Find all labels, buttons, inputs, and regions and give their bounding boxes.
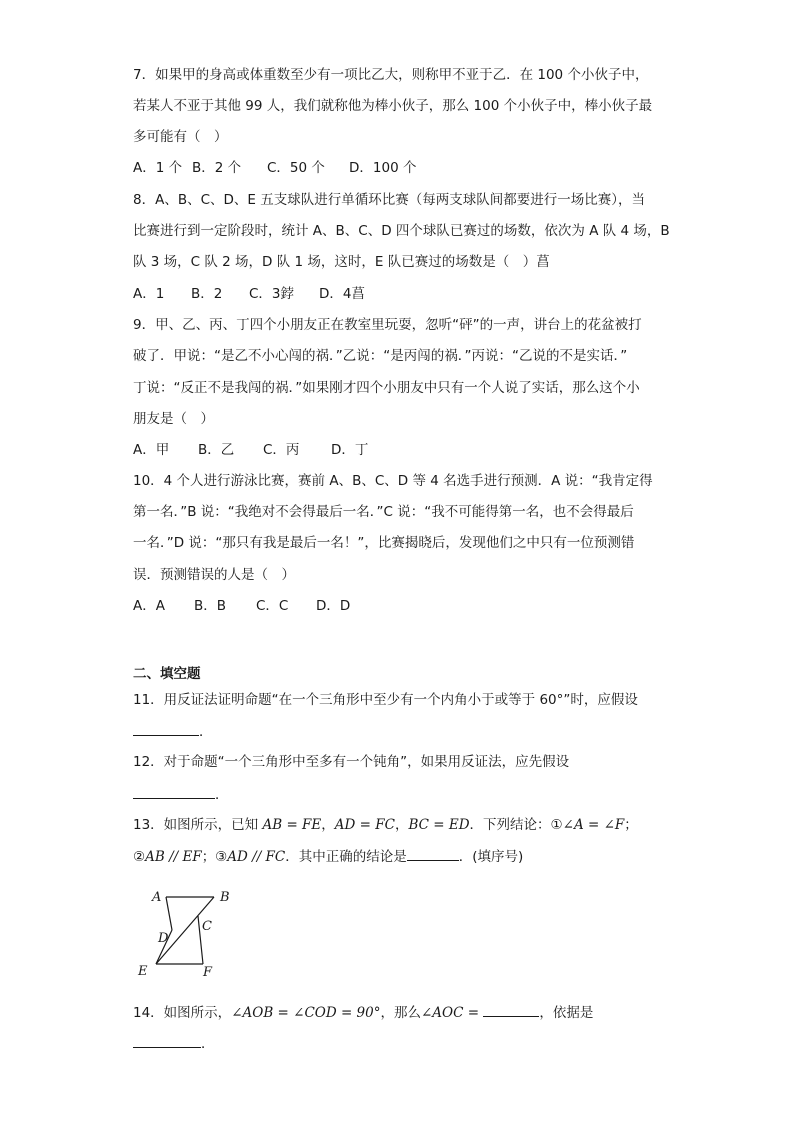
q14-line-2 [133,1033,215,1054]
q13-answer-blank[interactable] [407,846,459,861]
q8-option-d: D．4菖 [319,286,365,302]
label-c: C [202,919,212,934]
q9-option-a: A．甲 [133,442,170,458]
label-e: E [138,964,148,979]
q13-sep-2: ， [394,817,409,833]
q13-l2-pre: ② [133,849,146,865]
q13-prefix: 13．如图所示，已知 [133,817,263,833]
q9-options [133,440,368,460]
q7-option-b: B．2 个 [192,160,242,176]
q12-answer-blank[interactable] [133,784,215,799]
q9-line-2: 破了．甲说：“是乙不小心闯的祸．”乙说：“是丙闯的祸．”丙说：“乙说的不是实话．” [133,348,628,364]
label-d: D [158,931,169,946]
q8-option-b: B．2 [191,286,223,302]
q13-eq-bc-ed: BC = ED [408,817,470,833]
q13-eq-ad-fc: AD = FC [334,817,395,833]
q12-line-end: ． [215,787,229,803]
q10-option-a: A．A [133,598,165,614]
q14-eq-aoc: ∠AOC = [421,1005,480,1021]
q7-option-a: A．1 个 [133,160,183,176]
q11-answer-blank[interactable] [133,721,199,736]
q14-eq-angles: ∠AOB = ∠COD = 90° [231,1005,381,1021]
q13-conclusion-2: AB // EF [145,849,202,865]
q10-option-b: B．B [194,598,227,614]
q11-line-1: 11．用反证法证明命题“在一个三角形中至少有一个内角小于或等于 60°”时，应假设 [133,692,638,708]
q13-line-2 [133,846,523,867]
q8-line-2: 比赛进行到一定阶段时，统计 A、B、C、D 四个球队已赛过的场数，依次为 A 队 4 场，B [133,223,670,239]
q13-mid: ．下列结论：① [469,817,563,833]
q7-line-3: 多可能有（ ） [133,129,228,145]
q14-post: ，依据是 [539,1005,594,1021]
label-b: B [220,890,230,905]
q9-option-b: B．乙 [198,442,235,458]
q8-option-a: A．1 [133,286,165,302]
q7-option-c: C．50 个 [267,160,325,176]
q7-line-1: 7．如果甲的身高或体重数至少有一项比乙大，则称甲不亚于乙．在 100 个小伙子中， [133,67,649,83]
q14-prefix: 14．如图所示， [133,1005,232,1021]
section-heading: 二、填空题 [133,666,201,682]
q8-line-3: 队 3 场，C 队 2 场，D 队 1 场，这时，E 队已赛过的场数是（ ）菖 [133,254,550,270]
q12-line-2 [133,784,229,805]
q13-end-1: ； [624,817,638,833]
q8-options [133,284,365,304]
q10-option-d: D．D [316,598,351,614]
q13-line-1 [133,815,638,835]
q11-line-end: ． [199,724,213,740]
q9-line-3: 丁说：“反正不是我闯的祸．”如果刚才四个小朋友中只有一个人说了实话，那么这个小 [133,380,640,396]
q9-line-4: 朋友是（ ） [133,411,214,427]
q13-sep-1: ， [321,817,335,833]
label-f: F [203,965,213,980]
q13-conclusion-1: ∠A = ∠F [562,817,625,833]
q14-answer-blank-2[interactable] [133,1033,201,1048]
q8-line-1: 8．A、B、C、D、E 五支球队进行单循环比赛（每两支球队间都要进行一场比赛），当 [133,192,645,208]
q10-option-c: C．C [256,598,289,614]
q13-l2-mid: ；③ [201,849,228,865]
q13-l2-post: ．其中正确的结论是 [285,849,407,865]
q10-line-2: 第一名．”B 说：“我绝对不会得最后一名．”C 说：“我不可能得第一名，也不会得最后 [133,504,634,520]
q7-line-2: 若某人不亚于其他 99 人，我们就称他为棒小伙子，那么 100 个小伙子中，棒小伙子最 [133,98,653,114]
q10-line-3: 一名．”D 说：“那只有我是最后一名！”，比赛揭晓后，发现他们之中只有一位预测错 [133,535,635,551]
q14-mid: ，那么 [380,1005,421,1021]
q13-l2-end: ．(填序号) [458,849,524,865]
q13-conclusion-3: AD // FC [227,849,286,865]
q10-line-4: 误．预测错误的人是（ ） [133,567,295,583]
q13-eq-ab-fe: AB = FE [262,817,322,833]
q14-line-1 [133,1002,593,1023]
q10-options [133,596,350,616]
q8-option-c: C．3鋍 [249,286,295,302]
q12-line-1: 12．对于命题“一个三角形中至多有一个钝角”，如果用反证法，应先假设 [133,754,570,770]
q13-geometry-figure [130,880,240,985]
q11-line-2 [133,721,213,742]
q9-option-c: C．丙 [263,442,300,458]
q10-line-1: 10．4 个人进行游泳比赛，赛前 A、B、C、D 等 4 名选手进行预测．A 说：“我肯定得 [133,473,653,489]
q7-options [133,158,416,178]
q7-option-d: D．100 个 [349,160,417,176]
q14-line-end: ． [201,1036,215,1052]
q9-line-1: 9．甲、乙、丙、丁四个小朋友正在教室里玩耍，忽听“砰”的一声，讲台上的花盆被打 [133,317,642,333]
q9-option-d: D．丁 [331,442,369,458]
q14-answer-blank-1[interactable] [483,1002,539,1017]
segment-ad [166,897,172,930]
label-a: A [152,890,162,905]
